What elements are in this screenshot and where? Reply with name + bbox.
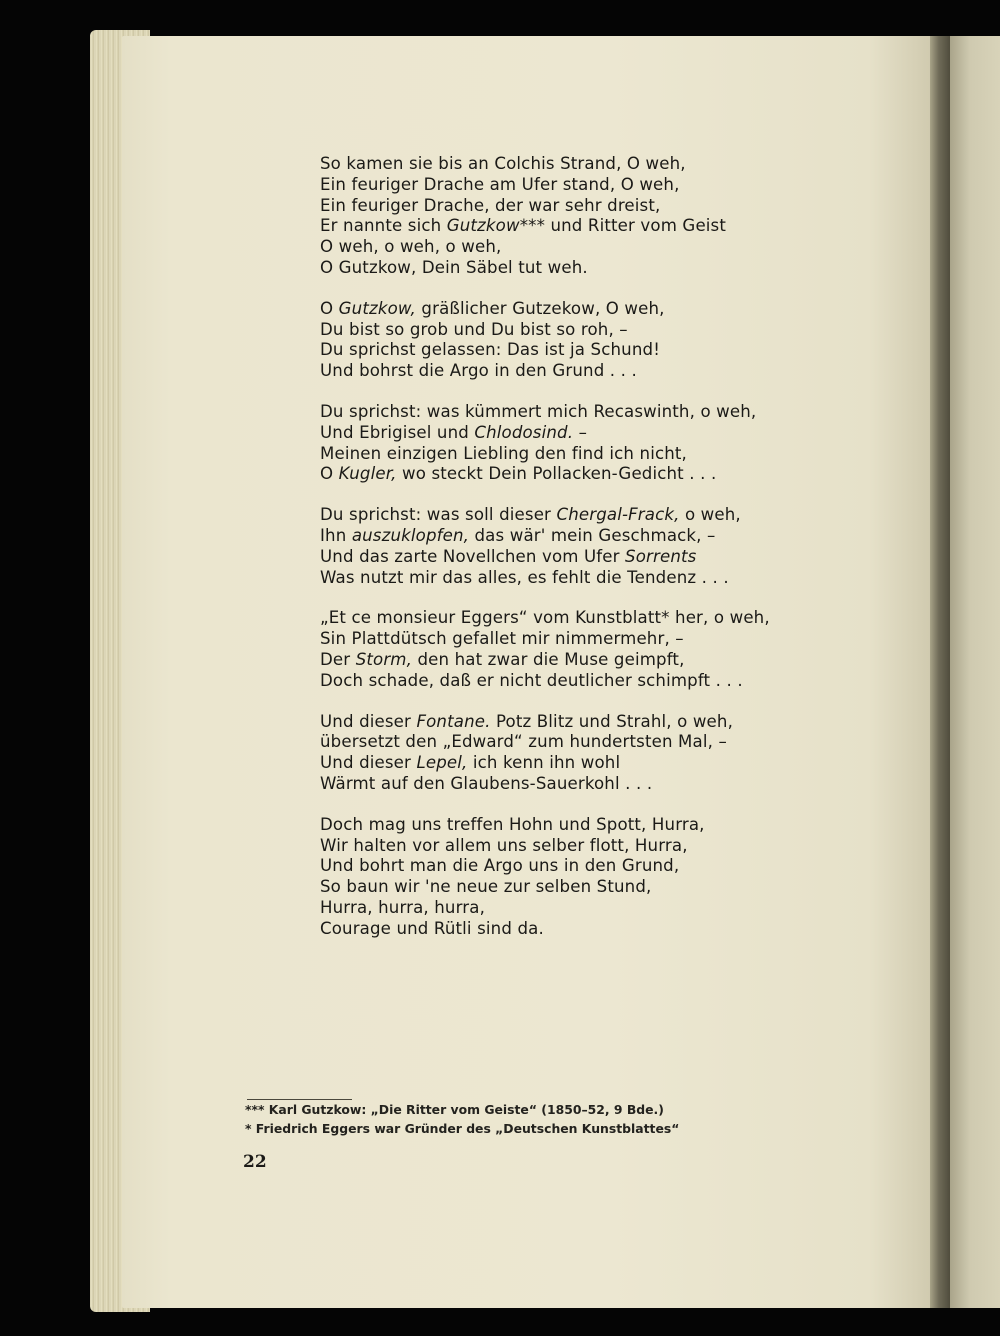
book-gutter (930, 36, 952, 1308)
line-text: O weh, o weh, o weh, (320, 237, 502, 257)
line-text: Er nannte sich (320, 216, 447, 236)
line-text: Du sprichst: was soll dieser (320, 505, 557, 525)
poem-line (320, 526, 840, 547)
poem-line (320, 154, 840, 175)
line-text: Potz Blitz und Strahl, o weh, (490, 711, 734, 731)
poem-line (320, 361, 840, 382)
poem-line (320, 423, 840, 444)
emphasized-name: auszuklopfen, (351, 525, 470, 545)
poem-line (320, 464, 840, 485)
poem-line (320, 444, 840, 465)
poem-stanza (320, 299, 840, 382)
poem-line (320, 836, 840, 857)
line-text: den hat zwar die Muse geimpft, (412, 649, 685, 669)
emphasized-name: Fontane. (416, 711, 491, 731)
poem-stanza (320, 505, 840, 588)
line-text: Courage und Rütli sind da. (320, 918, 544, 938)
poem-line (320, 712, 840, 733)
emphasized-name: Chlodosind. (474, 422, 574, 442)
poem-line (320, 258, 840, 279)
facing-page (950, 36, 1000, 1308)
poem-line (320, 340, 840, 361)
line-text: Der (320, 649, 356, 669)
poem-line (320, 196, 840, 217)
line-text: Ein feuriger Drache am Ufer stand, O weh, (320, 174, 680, 194)
poem-line (320, 216, 840, 237)
poem-line (320, 898, 840, 919)
emphasized-name: Gutzkow (446, 216, 520, 236)
line-text: Ihn (320, 525, 352, 545)
line-text: So baun wir 'ne neue zur selben Stund, (320, 877, 652, 897)
page-number: 22 (243, 1152, 267, 1172)
line-text: – (573, 422, 588, 442)
poem-stanza (320, 154, 840, 279)
footnotes (245, 1101, 805, 1138)
line-text: Du sprichst gelassen: Das ist ja Schund! (320, 340, 660, 360)
poem-line (320, 237, 840, 258)
poem-line (320, 299, 840, 320)
line-text: wo steckt Dein Pollacken-Gedicht . . . (396, 464, 717, 484)
line-text: Du bist so grob und Du bist so roh, – (320, 319, 628, 339)
poem-line (320, 856, 840, 877)
emphasized-name: Kugler, (338, 464, 397, 484)
poem-line (320, 175, 840, 196)
poem-line (320, 568, 840, 589)
poem-line (320, 774, 840, 795)
line-text: Wir halten vor allem uns selber flott, Hurra, (320, 835, 688, 855)
line-text: Du sprichst: was kümmert mich Recaswinth, o weh, (320, 401, 757, 421)
poem-stanza (320, 608, 840, 691)
line-text: O (320, 298, 339, 318)
poem-line (320, 402, 840, 423)
line-text: So kamen sie bis an Colchis Strand, O weh, (320, 154, 686, 173)
line-text: O Gutzkow, Dein Säbel tut weh. (320, 257, 588, 277)
line-text: Und bohrst die Argo in den Grund . . . (320, 361, 637, 381)
line-text: Wärmt auf den Glaubens-Sauerkohl . . . (320, 773, 653, 793)
poem-line (320, 608, 840, 629)
line-text: O (320, 464, 339, 484)
line-text: „Et ce monsieur Eggers“ vom Kunstblatt* her, o weh, (320, 608, 770, 628)
line-text: das wär' mein Geschmack, – (469, 525, 716, 545)
poem-line (320, 877, 840, 898)
poem-stanza (320, 402, 840, 485)
line-text: Meinen einzigen Liebling den find ich nicht, (320, 443, 687, 463)
poem-stanza (320, 815, 840, 940)
line-text: übersetzt den „Edward“ zum hundertsten Mal, – (320, 732, 727, 752)
line-text: Und dieser (320, 753, 417, 773)
poem-line (320, 650, 840, 671)
line-text: Doch schade, daß er nicht deutlicher schimpft . . . (320, 670, 743, 690)
line-text: Ein feuriger Drache, der war sehr dreist, (320, 195, 661, 215)
footnote-eggers: * Friedrich Eggers war Gründer des „Deutschen Kunstblattes“ (245, 1120, 680, 1136)
footnote-gutzkow: *** Karl Gutzkow: „Die Ritter vom Geiste“ (1850–52, 9 Bde.) (245, 1102, 664, 1117)
poem-line (320, 505, 840, 526)
line-text: *** und Ritter vom Geist (519, 216, 727, 236)
line-text: Und Ebrigisel und (320, 422, 475, 442)
poem-line (320, 732, 840, 753)
line-text: gräßlicher Gutzekow, O weh, (415, 298, 665, 318)
line-text: Doch mag uns treffen Hohn und Spott, Hurra, (320, 814, 705, 834)
poem-line (320, 919, 840, 940)
line-text: Was nutzt mir das alles, es fehlt die Tendenz . . . (320, 567, 729, 587)
poem-stanza (320, 712, 840, 795)
line-text: Hurra, hurra, hurra, (320, 897, 485, 917)
line-text: ich kenn ihn wohl (467, 753, 621, 773)
poem-line (320, 753, 840, 774)
emphasized-name: Gutzkow, (338, 298, 416, 318)
emphasized-name: Storm, (355, 649, 413, 669)
line-text: Und das zarte Novellchen vom Ufer (320, 546, 626, 566)
poem-line (320, 671, 840, 692)
emphasized-name: Sorrents (625, 546, 697, 566)
line-text: o weh, (679, 505, 741, 525)
footnote-divider (247, 1099, 352, 1100)
poem-line (320, 320, 840, 341)
emphasized-name: Lepel, (416, 753, 468, 773)
poem-line (320, 815, 840, 836)
poem (320, 154, 840, 960)
emphasized-name: Chergal-Frack, (556, 505, 680, 525)
line-text: Und bohrt man die Argo uns in den Grund, (320, 856, 680, 876)
poem-line (320, 547, 840, 568)
line-text: Sin Plattdütsch gefallet mir nimmermehr, – (320, 629, 684, 649)
line-text: Und dieser (320, 711, 417, 731)
poem-line (320, 629, 840, 650)
